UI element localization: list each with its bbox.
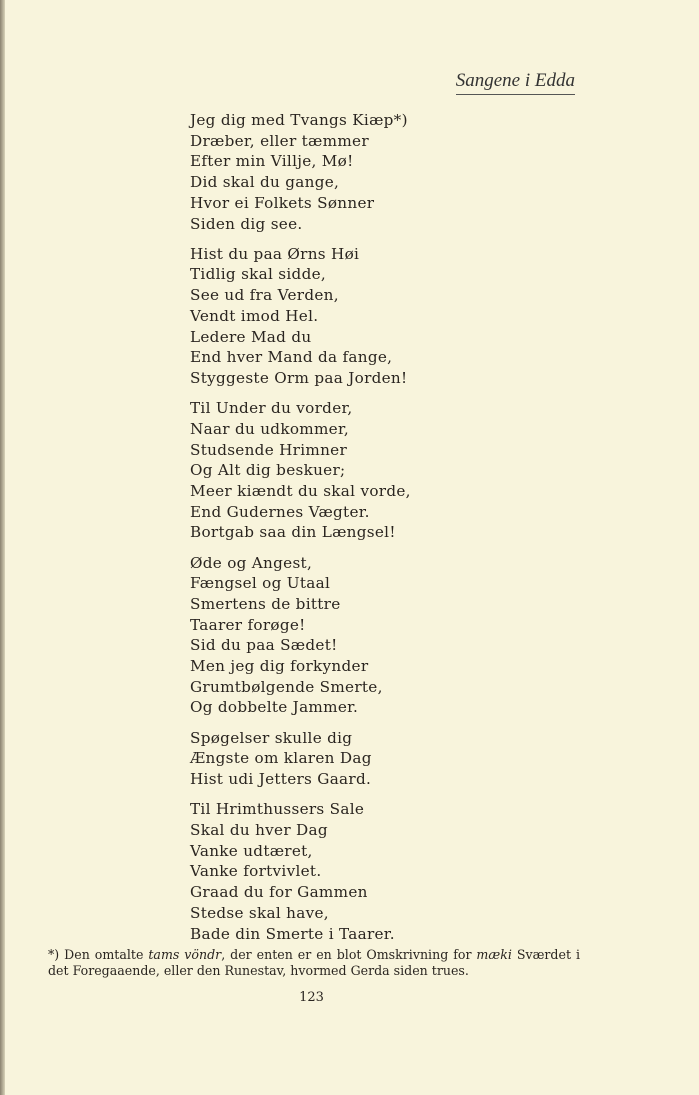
verse-line: Hist udi Jetters Gaard. [190,770,372,789]
verse-line: Sid du paa Sædet! [190,636,338,655]
verse-line: Øde og Angest, [190,553,313,572]
footnote [48,947,580,979]
verse-line: Skal du hver Dag [190,821,328,839]
stanza [190,110,411,234]
stanza [190,799,411,944]
running-header: Sangene i Edda [456,70,575,95]
verse-line: Styggeste Orm paa Jorden! [190,368,408,387]
footnote-text: , der enten er en blot Omskrivning for [221,947,477,962]
verse-line: Og Alt dig beskuer; [190,461,346,480]
verse-line: Smertens de bittre [190,594,341,613]
verse-line: Bortgab saa din Længsel! [190,523,396,542]
poem [190,110,411,954]
verse-line: Jeg dig med Tvangs Kiæp*) [190,111,408,129]
verse-line: Tidlig skal sidde, [190,265,327,284]
verse-line: Taarer forøge! [190,615,306,634]
verse-line: End Gudernes Vægter. [190,502,370,521]
verse-line: Dræber, eller tæmmer [190,131,369,150]
page-edge [0,0,5,1095]
footnote-marker: *) [48,947,60,962]
verse-line: Til Under du vorder, [190,399,353,418]
verse-line: Bade din Smerte i Taarer. [190,924,395,943]
verse-line: See ud fra Verden, [190,286,339,305]
verse-line: Did skal du gange, [190,173,340,192]
verse-line: Til Hrimthussers Sale [190,800,365,819]
verse-line: Hvor ei Folkets Sønner [190,193,375,212]
verse-line: Studsende Hrimner [190,440,348,459]
verse-line: Efter min Villje, Mø! [190,152,354,171]
verse-line: Meer kiændt du skal vorde, [190,481,411,500]
stanza [190,728,411,790]
verse-line: Naar du udkommer, [190,419,349,438]
verse-line: Stedse skal have, [190,903,329,922]
verse-line: Og dobbelte Jammer. [190,698,359,717]
verse-line: Siden dig see. [190,214,303,233]
verse-line: Vendt imod Hel. [190,306,319,325]
page-number: 123 [299,990,324,1005]
footnote-text: Den omtalte [59,947,149,962]
verse-line: Vanke udtæret, [190,841,313,860]
footnote-italic: mæki [476,947,512,962]
footnote-text: Sværdet i det Foregaaende, eller den Runestav, hvormed Gerda siden trues. [48,947,580,978]
stanza [190,244,411,389]
verse-line: Ledere Mad du [190,327,312,346]
verse-line: Grumtbølgende Smerte, [190,677,383,696]
verse-line: Graad du for Gammen [190,883,368,902]
stanza [190,398,411,543]
stanza [190,553,411,719]
verse-line: Men jeg dig forkynder [190,657,369,676]
verse-line: Ængste om klaren Dag [190,749,372,768]
verse-line: Fængsel og Utaal [190,574,331,593]
footnote-italic: tams vöndr [148,947,222,962]
verse-line: End hver Mand da fange, [190,348,393,367]
verse-line: Spøgelser skulle dig [190,728,353,747]
verse-line: Vanke fortvivlet. [190,862,322,881]
verse-line: Hist du paa Ørns Høi [190,244,360,263]
